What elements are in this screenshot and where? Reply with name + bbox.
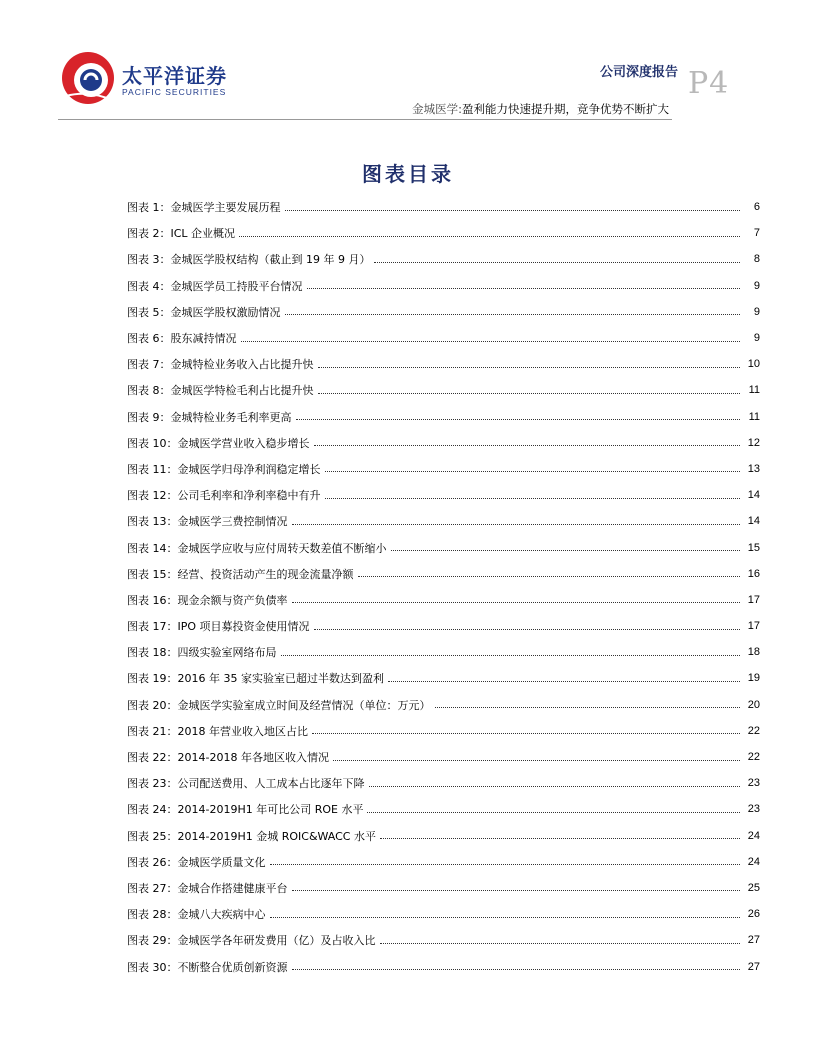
toc-leader — [318, 393, 741, 394]
toc-entry-page: 17 — [747, 593, 760, 606]
toc-entry-label: 图表 24：2014-2019H1 年可比公司 ROE 水平 — [127, 803, 364, 817]
toc-entry[interactable] — [127, 194, 760, 220]
toc-entry-label: 图表 12：公司毛利率和净利率稳中有升 — [127, 489, 321, 503]
toc-entry[interactable] — [127, 325, 760, 351]
toc-entry-page: 14 — [747, 515, 760, 528]
figure-toc-list — [127, 194, 760, 980]
toc-entry-label: 图表 25：2014-2019H1 金城 ROIC&WACC 水平 — [127, 829, 376, 843]
toc-leader — [314, 445, 741, 446]
toc-entry[interactable] — [127, 482, 760, 508]
toc-entry-page: 16 — [747, 567, 760, 580]
toc-leader — [285, 314, 741, 315]
toc-leader — [435, 707, 741, 708]
toc-leader — [369, 786, 741, 787]
page-number: P4 — [688, 66, 730, 101]
toc-entry[interactable] — [127, 875, 760, 901]
subtitle-company: 金城医学: — [412, 102, 462, 116]
toc-entry-label: 图表 23：公司配送费用、人工成本占比逐年下降 — [127, 777, 365, 791]
toc-entry-page: 27 — [747, 934, 760, 947]
toc-leader — [292, 890, 741, 891]
toc-entry[interactable] — [127, 953, 760, 979]
toc-entry-label: 图表 17：IPO 项目募投资金使用情况 — [127, 620, 310, 634]
toc-entry-label: 图表 2：ICL 企业概况 — [127, 227, 236, 241]
toc-entry-label: 图表 29：金城医学各年研发费用（亿）及占收入比 — [127, 934, 376, 948]
toc-entry-page: 8 — [753, 253, 760, 266]
toc-leader — [312, 733, 740, 734]
toc-entry-page: 18 — [747, 646, 760, 659]
toc-entry-page: 13 — [747, 462, 760, 475]
toc-leader — [292, 602, 741, 603]
toc-entry-page: 14 — [747, 489, 760, 502]
toc-leader — [333, 760, 740, 761]
toc-leader — [281, 655, 741, 656]
toc-entry-label: 图表 20：金城医学实验室成立时间及经营情况（单位：万元） — [127, 698, 431, 712]
toc-entry-page: 12 — [747, 436, 760, 449]
toc-entry-page: 25 — [747, 881, 760, 894]
toc-leader — [374, 262, 740, 263]
toc-entry-page: 6 — [753, 201, 760, 214]
toc-entry-page: 10 — [747, 358, 760, 371]
toc-entry-page: 23 — [747, 777, 760, 790]
toc-entry[interactable] — [127, 351, 760, 377]
toc-entry-label: 图表 11：金城医学归母净利润稳定增长 — [127, 462, 321, 476]
toc-leader — [270, 917, 741, 918]
toc-entry-label: 图表 3：金城医学股权结构（截止到 19 年 9 月） — [127, 253, 371, 267]
toc-entry[interactable] — [127, 404, 760, 430]
toc-leader — [292, 524, 741, 525]
toc-leader — [296, 419, 741, 420]
toc-entry-page: 9 — [753, 332, 760, 345]
toc-entry[interactable] — [127, 456, 760, 482]
toc-entry[interactable] — [127, 430, 760, 456]
toc-leader — [380, 838, 740, 839]
toc-leader — [292, 969, 741, 970]
toc-entry[interactable] — [127, 639, 760, 665]
toc-leader — [325, 498, 741, 499]
toc-entry[interactable] — [127, 770, 760, 796]
toc-entry[interactable] — [127, 796, 760, 822]
logo-english-text: PACIFIC SECURITIES — [122, 87, 227, 97]
toc-entry[interactable] — [127, 849, 760, 875]
toc-entry-page: 24 — [747, 829, 760, 842]
toc-entry[interactable] — [127, 718, 760, 744]
toc-entry-label: 图表 15：经营、投资活动产生的现金流量净额 — [127, 567, 354, 581]
report-subtitle — [412, 101, 669, 117]
subtitle-text: 盈利能力快速提升期，竞争优势不断扩大 — [462, 102, 669, 116]
toc-entry[interactable] — [127, 823, 760, 849]
toc-entry-label: 图表 26：金城医学质量文化 — [127, 855, 266, 869]
toc-entry-page: 9 — [753, 305, 760, 318]
toc-entry[interactable] — [127, 273, 760, 299]
toc-entry-page: 26 — [747, 908, 760, 921]
toc-entry[interactable] — [127, 246, 760, 272]
toc-entry[interactable] — [127, 927, 760, 953]
toc-leader — [239, 236, 740, 237]
toc-entry-page: 7 — [753, 227, 760, 240]
toc-leader — [270, 864, 741, 865]
toc-entry[interactable] — [127, 561, 760, 587]
toc-entry[interactable] — [127, 587, 760, 613]
logo-chinese-text: 太平洋证券 — [122, 64, 227, 88]
toc-entry-label: 图表 7：金城特检业务收入占比提升快 — [127, 358, 314, 372]
toc-leader — [314, 629, 740, 630]
toc-entry-label: 图表 8：金城医学特检毛利占比提升快 — [127, 384, 314, 398]
toc-entry[interactable] — [127, 534, 760, 560]
toc-entry-page: 27 — [747, 960, 760, 973]
toc-entry[interactable] — [127, 377, 760, 403]
toc-entry-label: 图表 18：四级实验室网络布局 — [127, 646, 277, 660]
toc-leader — [307, 288, 741, 289]
toc-entry-page: 20 — [747, 698, 760, 711]
toc-entry-page: 11 — [748, 384, 760, 397]
report-type-label: 公司深度报告 — [599, 65, 678, 80]
toc-entry-label: 图表 1：金城医学主要发展历程 — [127, 201, 281, 215]
toc-leader — [380, 943, 741, 944]
toc-entry[interactable] — [127, 613, 760, 639]
toc-entry-label: 图表 6：股东减持情况 — [127, 332, 237, 346]
toc-entry[interactable] — [127, 692, 760, 718]
toc-entry-label: 图表 27：金城合作搭建健康平台 — [127, 881, 288, 895]
toc-entry[interactable] — [127, 665, 760, 691]
toc-entry-page: 15 — [747, 541, 760, 554]
toc-entry-page: 9 — [753, 279, 760, 292]
header-divider — [58, 119, 672, 120]
toc-entry[interactable] — [127, 299, 760, 325]
toc-leader — [318, 367, 741, 368]
toc-entry-label: 图表 9：金城特检业务毛利率更高 — [127, 410, 292, 424]
company-logo — [60, 50, 230, 110]
toc-leader — [388, 681, 740, 682]
toc-entry-label: 图表 4：金城医学员工持股平台情况 — [127, 279, 303, 293]
toc-entry[interactable] — [127, 508, 760, 534]
toc-entry-label: 图表 5：金城医学股权激励情况 — [127, 305, 281, 319]
toc-leader — [367, 812, 740, 813]
toc-entry-label: 图表 10：金城医学营业收入稳步增长 — [127, 436, 310, 450]
toc-entry-label: 图表 16：现金余额与资产负债率 — [127, 593, 288, 607]
toc-entry-page: 23 — [747, 803, 760, 816]
toc-entry-label: 图表 22：2014-2018 年各地区收入情况 — [127, 751, 329, 765]
toc-entry-page: 22 — [747, 751, 760, 764]
toc-entry-label: 图表 21：2018 年营业收入地区占比 — [127, 724, 308, 738]
toc-leader — [358, 576, 741, 577]
pacific-securities-logo-icon — [60, 50, 116, 106]
toc-leader — [285, 210, 741, 211]
toc-entry-label: 图表 14：金城医学应收与应付周转天数差值不断缩小 — [127, 541, 387, 555]
toc-entry-label: 图表 30：不断整合优质创新资源 — [127, 960, 288, 974]
toc-entry-page: 17 — [747, 620, 760, 633]
toc-entry[interactable] — [127, 744, 760, 770]
toc-entry-page: 22 — [747, 724, 760, 737]
toc-entry[interactable] — [127, 220, 760, 246]
toc-entry-label: 图表 19：2016 年 35 家实验室已超过半数达到盈利 — [127, 672, 384, 686]
toc-leader — [325, 471, 741, 472]
toc-entry-page: 11 — [748, 410, 760, 423]
toc-entry[interactable] — [127, 901, 760, 927]
toc-title: 图表目录 — [362, 162, 454, 186]
toc-entry-page: 24 — [747, 855, 760, 868]
toc-entry-label: 图表 13：金城医学三费控制情况 — [127, 515, 288, 529]
toc-entry-page: 19 — [747, 672, 760, 685]
toc-entry-label: 图表 28：金城八大疾病中心 — [127, 908, 266, 922]
toc-leader — [391, 550, 741, 551]
toc-leader — [241, 341, 741, 342]
